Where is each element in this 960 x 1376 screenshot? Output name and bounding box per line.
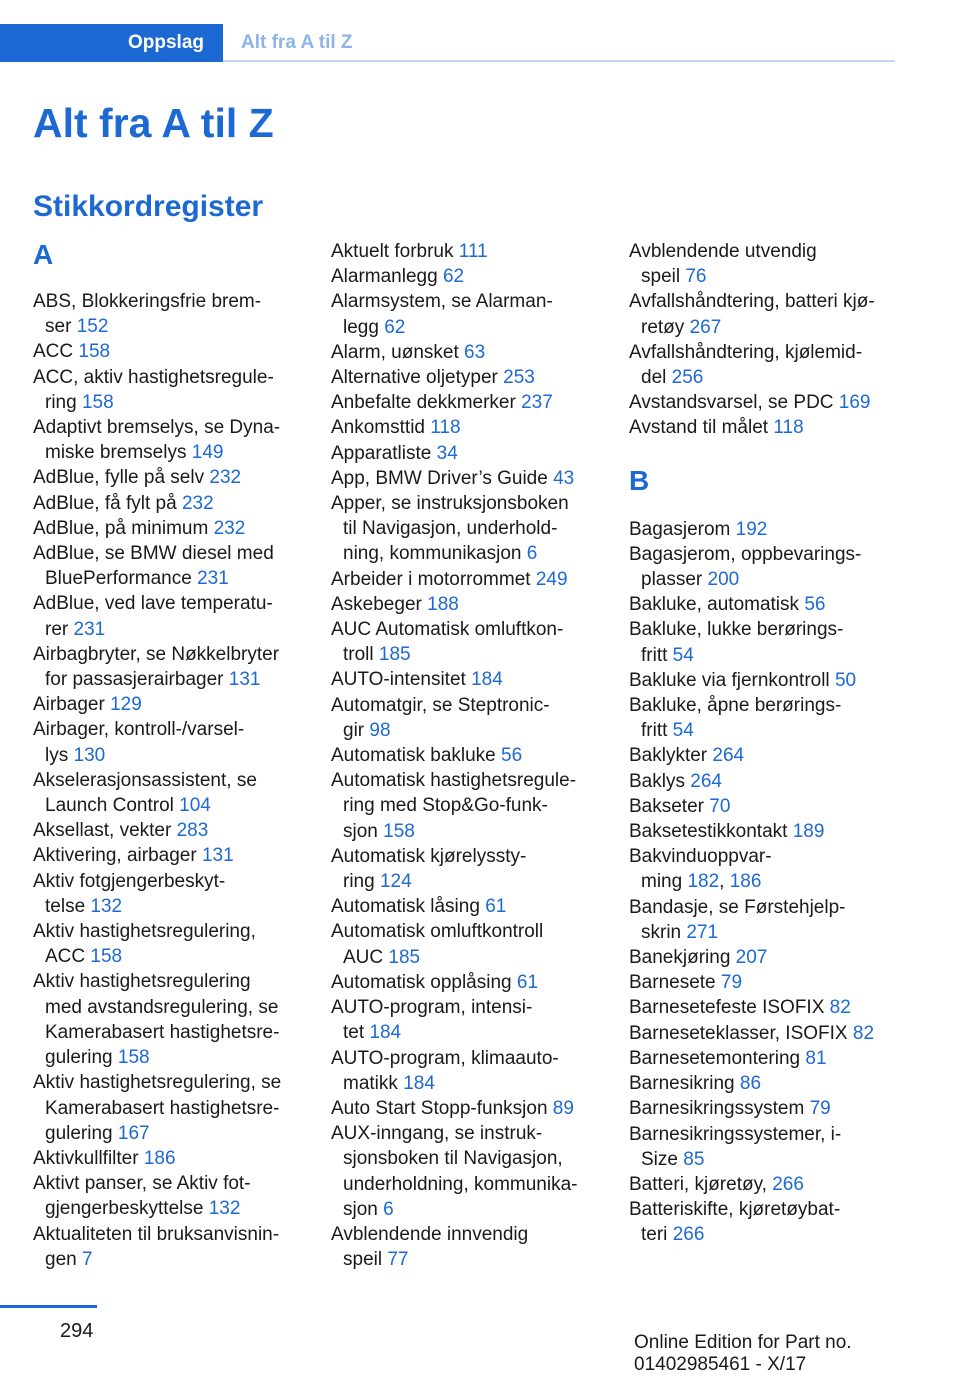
index-entry-text: Aktiv hastighetsregulering	[33, 971, 251, 993]
page-reference-link[interactable]: 158	[90, 946, 123, 968]
index-entry	[629, 390, 897, 415]
index-entry	[629, 995, 897, 1020]
index-entry	[33, 642, 301, 692]
index-entry-text: Batteri, kjøretøy,	[629, 1173, 767, 1195]
index-entry-text: telse	[45, 895, 86, 917]
index-entry-text: AUTO-intensitet	[331, 669, 466, 691]
index-entry-text: Kamerabasert hastighetsre-	[45, 1021, 280, 1043]
edition-note: Online Edition for Part no. 01402985461 - X/17	[634, 1332, 852, 1375]
page-reference-link[interactable]: 129	[110, 694, 142, 716]
index-entry	[629, 668, 897, 693]
index-entry-text: Aktivt panser, se Aktiv fot-	[33, 1173, 251, 1195]
index-entry	[331, 844, 599, 894]
index-entry	[33, 289, 301, 339]
index-entry-text: Barnesetemontering	[629, 1047, 801, 1069]
footer-rule	[0, 1305, 97, 1308]
index-entry-text: rer	[45, 618, 69, 640]
index-entry-text: Avblendende innvendig	[331, 1223, 529, 1245]
index-entry	[331, 491, 599, 567]
index-entry	[33, 339, 301, 364]
index-entry-text: teri	[641, 1224, 668, 1246]
page-reference-link[interactable]: 61	[516, 971, 539, 993]
index-entry-text: ACC	[33, 341, 74, 363]
page-reference-link[interactable]: 184	[471, 669, 503, 691]
index-entry	[33, 768, 301, 818]
index-entry-text: ser	[45, 316, 72, 338]
index-entry-text: skrin	[641, 921, 682, 943]
index-entry-text: Airbager, kontroll-/varsel-	[33, 719, 245, 741]
index-entry	[33, 692, 301, 717]
index-entry-text: Avblendende utvendig	[629, 241, 817, 262]
page-reference-link[interactable]: 104	[179, 795, 211, 817]
index-entry	[629, 340, 897, 390]
index-entry-text: Banekjøring	[629, 947, 731, 969]
index-entry	[331, 466, 599, 491]
index-entry-text: fritt	[641, 720, 668, 742]
index-entry-text: ring med Stop&Go-funk-	[343, 795, 548, 817]
index-entry-text: Avfallshåndtering, kjølemid-	[629, 341, 863, 363]
index-entry-text: Bakvinduoppvar-	[629, 846, 772, 868]
section-title: Stikkordregister	[33, 190, 264, 223]
index-entry-text: gulering	[45, 1047, 113, 1069]
page-reference-link[interactable]: 184	[369, 1022, 402, 1044]
index-entry-text: AUC Automatisk omluftkon-	[331, 619, 564, 641]
header-bar	[0, 24, 895, 62]
index-entry-text: Apper, se instruksjonsboken	[331, 493, 569, 515]
index-entry	[331, 995, 599, 1045]
index-entry-text: Automatisk hastighetsregule-	[331, 770, 577, 792]
index-entry	[629, 743, 897, 768]
index-entry-text: underholdning, kommunika-	[343, 1173, 578, 1195]
index-entry-text: AdBlue, få fylt på	[33, 492, 177, 514]
index-entry	[33, 1222, 301, 1272]
index-entry	[33, 843, 301, 868]
index-entry	[331, 919, 599, 969]
index-entry-text: Alarm, uønsket	[331, 341, 459, 363]
index-entry-text: Airbager	[33, 694, 105, 716]
index-entry-text: Barnesikring	[629, 1073, 735, 1095]
page-reference-link[interactable]: 62	[384, 316, 406, 338]
index-entry-text: Batteriskifte, kjøretøybat-	[629, 1199, 841, 1221]
tab-oppslag[interactable]: Oppslag	[0, 24, 223, 62]
index-entry-text: Automatisk opplåsing	[331, 971, 512, 993]
index-entry-text: AUX-inngang, se instruk-	[331, 1123, 543, 1145]
index-entry-text: Anbefalte dekkmerker	[331, 392, 516, 414]
index-entry	[331, 289, 599, 339]
index-entry	[331, 567, 599, 592]
index-entry-text: Aktivkullfilter	[33, 1147, 139, 1169]
page-reference-link[interactable]: 185	[378, 644, 411, 666]
page-reference-link[interactable]: 111	[458, 241, 488, 262]
index-entry-text: Barnesetefeste ISOFIX	[629, 997, 825, 1019]
index-column-1	[33, 239, 301, 1272]
index-entry	[629, 1122, 897, 1172]
page-reference-link[interactable]: 249	[535, 568, 568, 590]
index-entry-text: del	[641, 367, 667, 389]
index-entry	[331, 592, 599, 617]
index-entry-text: App, BMW Driver’s Guide	[331, 467, 548, 489]
page-reference-link[interactable]: 207	[735, 947, 768, 969]
index-entry-text: Askebeger	[331, 593, 422, 615]
index-entry	[629, 517, 897, 542]
page-reference-link[interactable]: 79	[809, 1098, 831, 1120]
index-entry-text: Bakseter	[629, 795, 704, 817]
index-entry	[629, 1096, 897, 1121]
page-reference-link[interactable]: 186	[729, 871, 762, 893]
page-reference-link[interactable]: 231	[197, 568, 229, 590]
index-entry-text: Auto Start Stopp-funksjon	[331, 1097, 548, 1119]
index-entry-text: retøy	[641, 316, 685, 338]
index-entry-text: Kamerabasert hastighetsre-	[45, 1097, 280, 1119]
index-entry-text: til Navigasjon, underhold-	[343, 518, 558, 540]
page-reference-link[interactable]: 283	[176, 820, 209, 842]
page-reference-link[interactable]: 188	[427, 593, 459, 615]
index-entry	[629, 945, 897, 970]
index-entry	[33, 541, 301, 591]
index-entry-text: Aktiv hastighetsregulering,	[33, 921, 256, 943]
index-entry	[629, 542, 897, 592]
index-entry	[629, 1172, 897, 1197]
index-entry	[629, 1046, 897, 1071]
page-reference-link[interactable]: 124	[379, 871, 412, 893]
index-entry-text: Bagasjerom	[629, 518, 731, 540]
index-entry	[629, 970, 897, 995]
index-entry-text: tet	[343, 1022, 365, 1044]
index-entry-text: Barnesete	[629, 972, 716, 994]
page-reference-link[interactable]: 89	[552, 1097, 574, 1119]
index-entry-text: Bakluke, åpne berørings-	[629, 695, 842, 717]
page-reference-link[interactable]: 237	[521, 392, 553, 414]
page-reference-link[interactable]: 98	[369, 719, 391, 741]
page-reference-link[interactable]: 85	[683, 1148, 705, 1170]
index-entry-text: gen	[45, 1248, 77, 1270]
index-entry	[33, 415, 301, 465]
page-reference-link[interactable]: 152	[76, 316, 109, 338]
index-entry-text: Akselerasjonsassistent, se	[33, 769, 257, 791]
index-entry-text: Baklykter	[629, 745, 708, 767]
index-entry-text: Automatisk omluftkontroll	[331, 921, 544, 943]
index-entry-text: AdBlue, fylle på selv	[33, 467, 205, 489]
index-entry-text: Arbeider i motorrommet	[331, 568, 531, 590]
index-entry-text: Bandasje, se Førstehjelp-	[629, 896, 846, 918]
index-entry	[629, 693, 897, 743]
index-entry-text: ring	[45, 391, 77, 413]
index-entry-text: ACC, aktiv hastighetsregule-	[33, 366, 274, 388]
index-entry-text: matikk	[343, 1072, 398, 1094]
index-entry-text: Automatisk kjørelyssty-	[331, 845, 527, 867]
index-entry	[629, 617, 897, 667]
index-entry	[331, 1222, 599, 1272]
page-reference-link[interactable]: 86	[739, 1073, 762, 1095]
page-reference-link[interactable]: 256	[671, 367, 704, 389]
index-entry-text: BluePerformance	[45, 568, 192, 590]
index-entry	[33, 365, 301, 415]
index-entry	[33, 717, 301, 767]
header-rule	[223, 60, 895, 62]
page-reference-link[interactable]: 54	[672, 644, 694, 666]
index-entry	[331, 390, 599, 415]
index-entry-text: Ankomsttid	[331, 417, 425, 439]
page-reference-link[interactable]: 266	[672, 1224, 705, 1246]
index-entry-text: sjon	[343, 1198, 378, 1220]
index-entry	[33, 516, 301, 541]
index-entry	[331, 693, 599, 743]
page-reference-link[interactable]: 131	[201, 845, 234, 867]
index-entry-text: miske bremselys	[45, 442, 187, 464]
page-reference-link[interactable]: 43	[553, 467, 575, 489]
index-entry-text: Automatgir, se Steptronic-	[331, 694, 550, 716]
index-entry-text: gjengerbeskyttelse	[45, 1198, 204, 1220]
page-reference-link[interactable]: 6	[526, 543, 538, 565]
index-entry	[33, 818, 301, 843]
index-entry-text: Aktivering, airbager	[33, 845, 197, 867]
page-reference-link[interactable]: 50	[834, 669, 857, 691]
index-entry-text: speil	[641, 266, 681, 288]
page-reference-link[interactable]: 189	[792, 821, 825, 843]
page-number: 294	[60, 1320, 94, 1342]
page-reference-link[interactable]: 232	[209, 467, 242, 489]
index-entry-text: legg	[343, 316, 379, 338]
index-letter-heading: B	[629, 464, 650, 496]
index-entry-text: med avstandsregulering, se	[45, 996, 279, 1018]
page-reference-link[interactable]: 82	[852, 1022, 875, 1044]
index-entry	[629, 895, 897, 945]
index-entry-text: speil	[343, 1249, 383, 1271]
index-entry	[629, 239, 897, 289]
page-reference-link[interactable]: 132	[208, 1198, 241, 1220]
index-entry-text: Automatisk bakluke	[331, 745, 496, 767]
index-entry: Bakvinduoppvar- ming 182, 186	[629, 846, 772, 893]
index-entry	[629, 592, 897, 617]
page-reference-link[interactable]: 232	[181, 492, 214, 514]
index-column-2	[331, 239, 599, 1272]
index-entry	[331, 264, 599, 289]
index-entry-text: ming	[641, 871, 683, 893]
page-reference-link[interactable]: 253	[503, 367, 535, 389]
page-reference-link[interactable]: 158	[383, 820, 415, 842]
page-reference-link[interactable]: 232	[213, 517, 246, 539]
page-reference-link[interactable]: 266	[772, 1173, 804, 1195]
breadcrumb-current[interactable]: Alt fra A til Z	[241, 32, 353, 53]
page-reference-link[interactable]: 118	[430, 417, 461, 439]
index-entry-text: Bakluke, lukke berørings-	[629, 619, 844, 641]
index-entry-text: gir	[343, 719, 365, 741]
index-entry-text: AUTO-program, klimaauto-	[331, 1047, 559, 1069]
index-entry	[629, 819, 897, 844]
index-entry	[331, 1046, 599, 1096]
page-reference-link[interactable]: 79	[720, 972, 743, 994]
index-entry-text: Airbagbryter, se Nøkkelbryter	[33, 643, 280, 665]
index-entry-text: Baklys	[629, 770, 685, 792]
page-reference-link[interactable]: 186	[143, 1147, 176, 1169]
index-entry-text: fritt	[641, 644, 668, 666]
index-entry	[33, 591, 301, 641]
index-entry	[331, 340, 599, 365]
page-reference-link[interactable]: 169	[838, 392, 871, 414]
index-entry-text: Avstand til målet	[629, 417, 769, 439]
index-entry-text: Barneseteklasser, ISOFIX	[629, 1022, 848, 1044]
index-entry	[33, 1070, 301, 1146]
index-entry	[33, 969, 301, 1070]
index-entry-text: plasser	[641, 569, 703, 591]
page-reference-link[interactable]: 81	[805, 1047, 827, 1069]
index-entry	[331, 894, 599, 919]
index-entry	[331, 365, 599, 390]
index-entry-text: AUTO-program, intensi-	[331, 997, 533, 1019]
index-entry	[629, 769, 897, 794]
page-reference-link[interactable]: 70	[709, 795, 731, 817]
page-reference-link[interactable]: 149	[191, 442, 224, 464]
page-reference-link[interactable]: 130	[73, 744, 106, 766]
page-reference-link[interactable]: 264	[712, 745, 745, 767]
page-reference-link[interactable]: 158	[117, 1047, 150, 1069]
index-entry	[331, 415, 599, 440]
index-entry	[33, 919, 301, 969]
index-entry	[331, 1121, 599, 1222]
page-reference-link[interactable]: 118	[773, 417, 804, 439]
page-reference-link[interactable]: 200	[707, 569, 740, 591]
index-entry	[33, 1146, 301, 1171]
index-entry	[331, 239, 599, 264]
index-entry-text: Barnesikringssystemer, i-	[629, 1123, 842, 1145]
index-entry-text: Size	[641, 1148, 678, 1170]
index-entry	[629, 415, 897, 440]
page-reference-link[interactable]: 82	[829, 997, 851, 1019]
page-reference-link[interactable]: 34	[436, 442, 458, 464]
page-reference-link[interactable]: 63	[464, 341, 486, 363]
index-entry-text: Barnesikringssystem	[629, 1098, 805, 1120]
page-reference-link[interactable]: 54	[672, 720, 694, 742]
index-entry-text: Avstandsvarsel, se PDC	[629, 392, 834, 414]
index-entry	[331, 768, 599, 844]
index-entry-text: Avfallshåndtering, batteri kjø-	[629, 291, 875, 313]
index-entry	[33, 1171, 301, 1221]
index-entry-text: Adaptivt bremselys, se Dyna-	[33, 417, 281, 439]
page-reference-link[interactable]: 62	[442, 266, 465, 288]
index-entry	[629, 1021, 897, 1046]
page-reference-link[interactable]: 182	[687, 871, 720, 893]
index-entry-text: Alarmanlegg	[331, 266, 438, 288]
index-entry-text: AUC	[343, 946, 384, 968]
page-reference-link[interactable]: 271	[686, 921, 719, 943]
index-entry-text: sjon	[343, 820, 378, 842]
index-entry-text: Aktiv fotgjengerbeskyt-	[33, 870, 226, 892]
index-entry-text: lys	[45, 744, 69, 766]
index-entry	[331, 743, 599, 768]
index-entry	[629, 289, 897, 339]
index-entry-text: Bakluke via fjernkontroll	[629, 669, 830, 691]
index-entry	[629, 1197, 897, 1247]
page-reference-link[interactable]: 61	[485, 896, 507, 918]
index-entry-text: Apparatliste	[331, 442, 432, 464]
index-entry-text: ABS, Blokkeringsfrie brem-	[33, 291, 262, 312]
index-entry-text: Baksetestikkontakt	[629, 821, 788, 843]
index-entry-text: Aksellast, vekter	[33, 820, 172, 842]
page-reference-link[interactable]: 264	[690, 770, 722, 792]
page-reference-link[interactable]: 6	[383, 1198, 394, 1220]
page-reference-link[interactable]: 267	[689, 316, 722, 338]
index-letter-heading: A	[33, 239, 54, 270]
index-entry	[331, 441, 599, 466]
index-entry	[33, 869, 301, 919]
page-reference-link[interactable]: 56	[501, 745, 523, 767]
index-entry	[331, 1096, 599, 1121]
index-entry-text: sjonsboken til Navigasjon,	[343, 1148, 563, 1170]
page-reference-link[interactable]: 132	[90, 895, 123, 917]
index-entry	[331, 617, 599, 667]
index-entry-text: Launch Control	[45, 795, 174, 817]
index-entry-text: AdBlue, se BMW diesel med	[33, 543, 274, 565]
page-title: Alt fra A til Z	[33, 100, 274, 146]
page-reference-link[interactable]: 76	[685, 266, 707, 288]
index-entry-text: Alternative oljetyper	[331, 367, 498, 389]
index-entry-text: ring	[343, 871, 375, 893]
index-entry	[331, 970, 599, 995]
index-entry	[629, 794, 897, 819]
index-entry-text: Bagasjerom, oppbevarings-	[629, 543, 862, 565]
page-reference-link[interactable]: 231	[73, 618, 106, 640]
index-entry-text: Automatisk låsing	[331, 896, 480, 918]
index-entry-text: troll	[343, 644, 374, 666]
index-entry-text: Bakluke, automatisk	[629, 594, 800, 616]
index-entry-text: ACC	[45, 946, 86, 968]
index-column-3	[629, 239, 897, 1248]
page-reference-link[interactable]: 185	[388, 946, 421, 968]
index-entry	[33, 491, 301, 516]
index-entry-text: AdBlue, ved lave temperatu-	[33, 593, 273, 615]
page-reference-link[interactable]: 192	[735, 518, 768, 540]
page-reference-link[interactable]: 167	[117, 1122, 150, 1144]
page-reference-link[interactable]: 184	[403, 1072, 435, 1094]
page-reference-link[interactable]: 158	[78, 341, 111, 363]
index-entry-text: for passasjerairbager	[45, 669, 224, 691]
page-reference-link[interactable]: 56	[804, 594, 826, 616]
index-entry-text: gulering	[45, 1122, 113, 1144]
index-entry-text: ning, kommunikasjon	[343, 543, 522, 565]
page-reference-link[interactable]: 77	[387, 1249, 409, 1271]
index-entry-text: Alarmsystem, se Alarman-	[331, 291, 553, 313]
index-entry-text: Aktiv hastighetsregulering, se	[33, 1072, 282, 1094]
page-reference-link[interactable]: 158	[81, 391, 114, 413]
page-reference-link[interactable]: 131	[228, 669, 261, 691]
index-entry-text: Aktualiteten til bruksanvisnin-	[33, 1223, 280, 1245]
index-entry-text: Aktuelt forbruk	[331, 241, 454, 262]
page-reference-link[interactable]: 7	[81, 1248, 93, 1270]
index-entry	[629, 1071, 897, 1096]
index-entry	[33, 465, 301, 490]
index-entry	[331, 667, 599, 692]
index-entry-text: AdBlue, på minimum	[33, 517, 209, 539]
